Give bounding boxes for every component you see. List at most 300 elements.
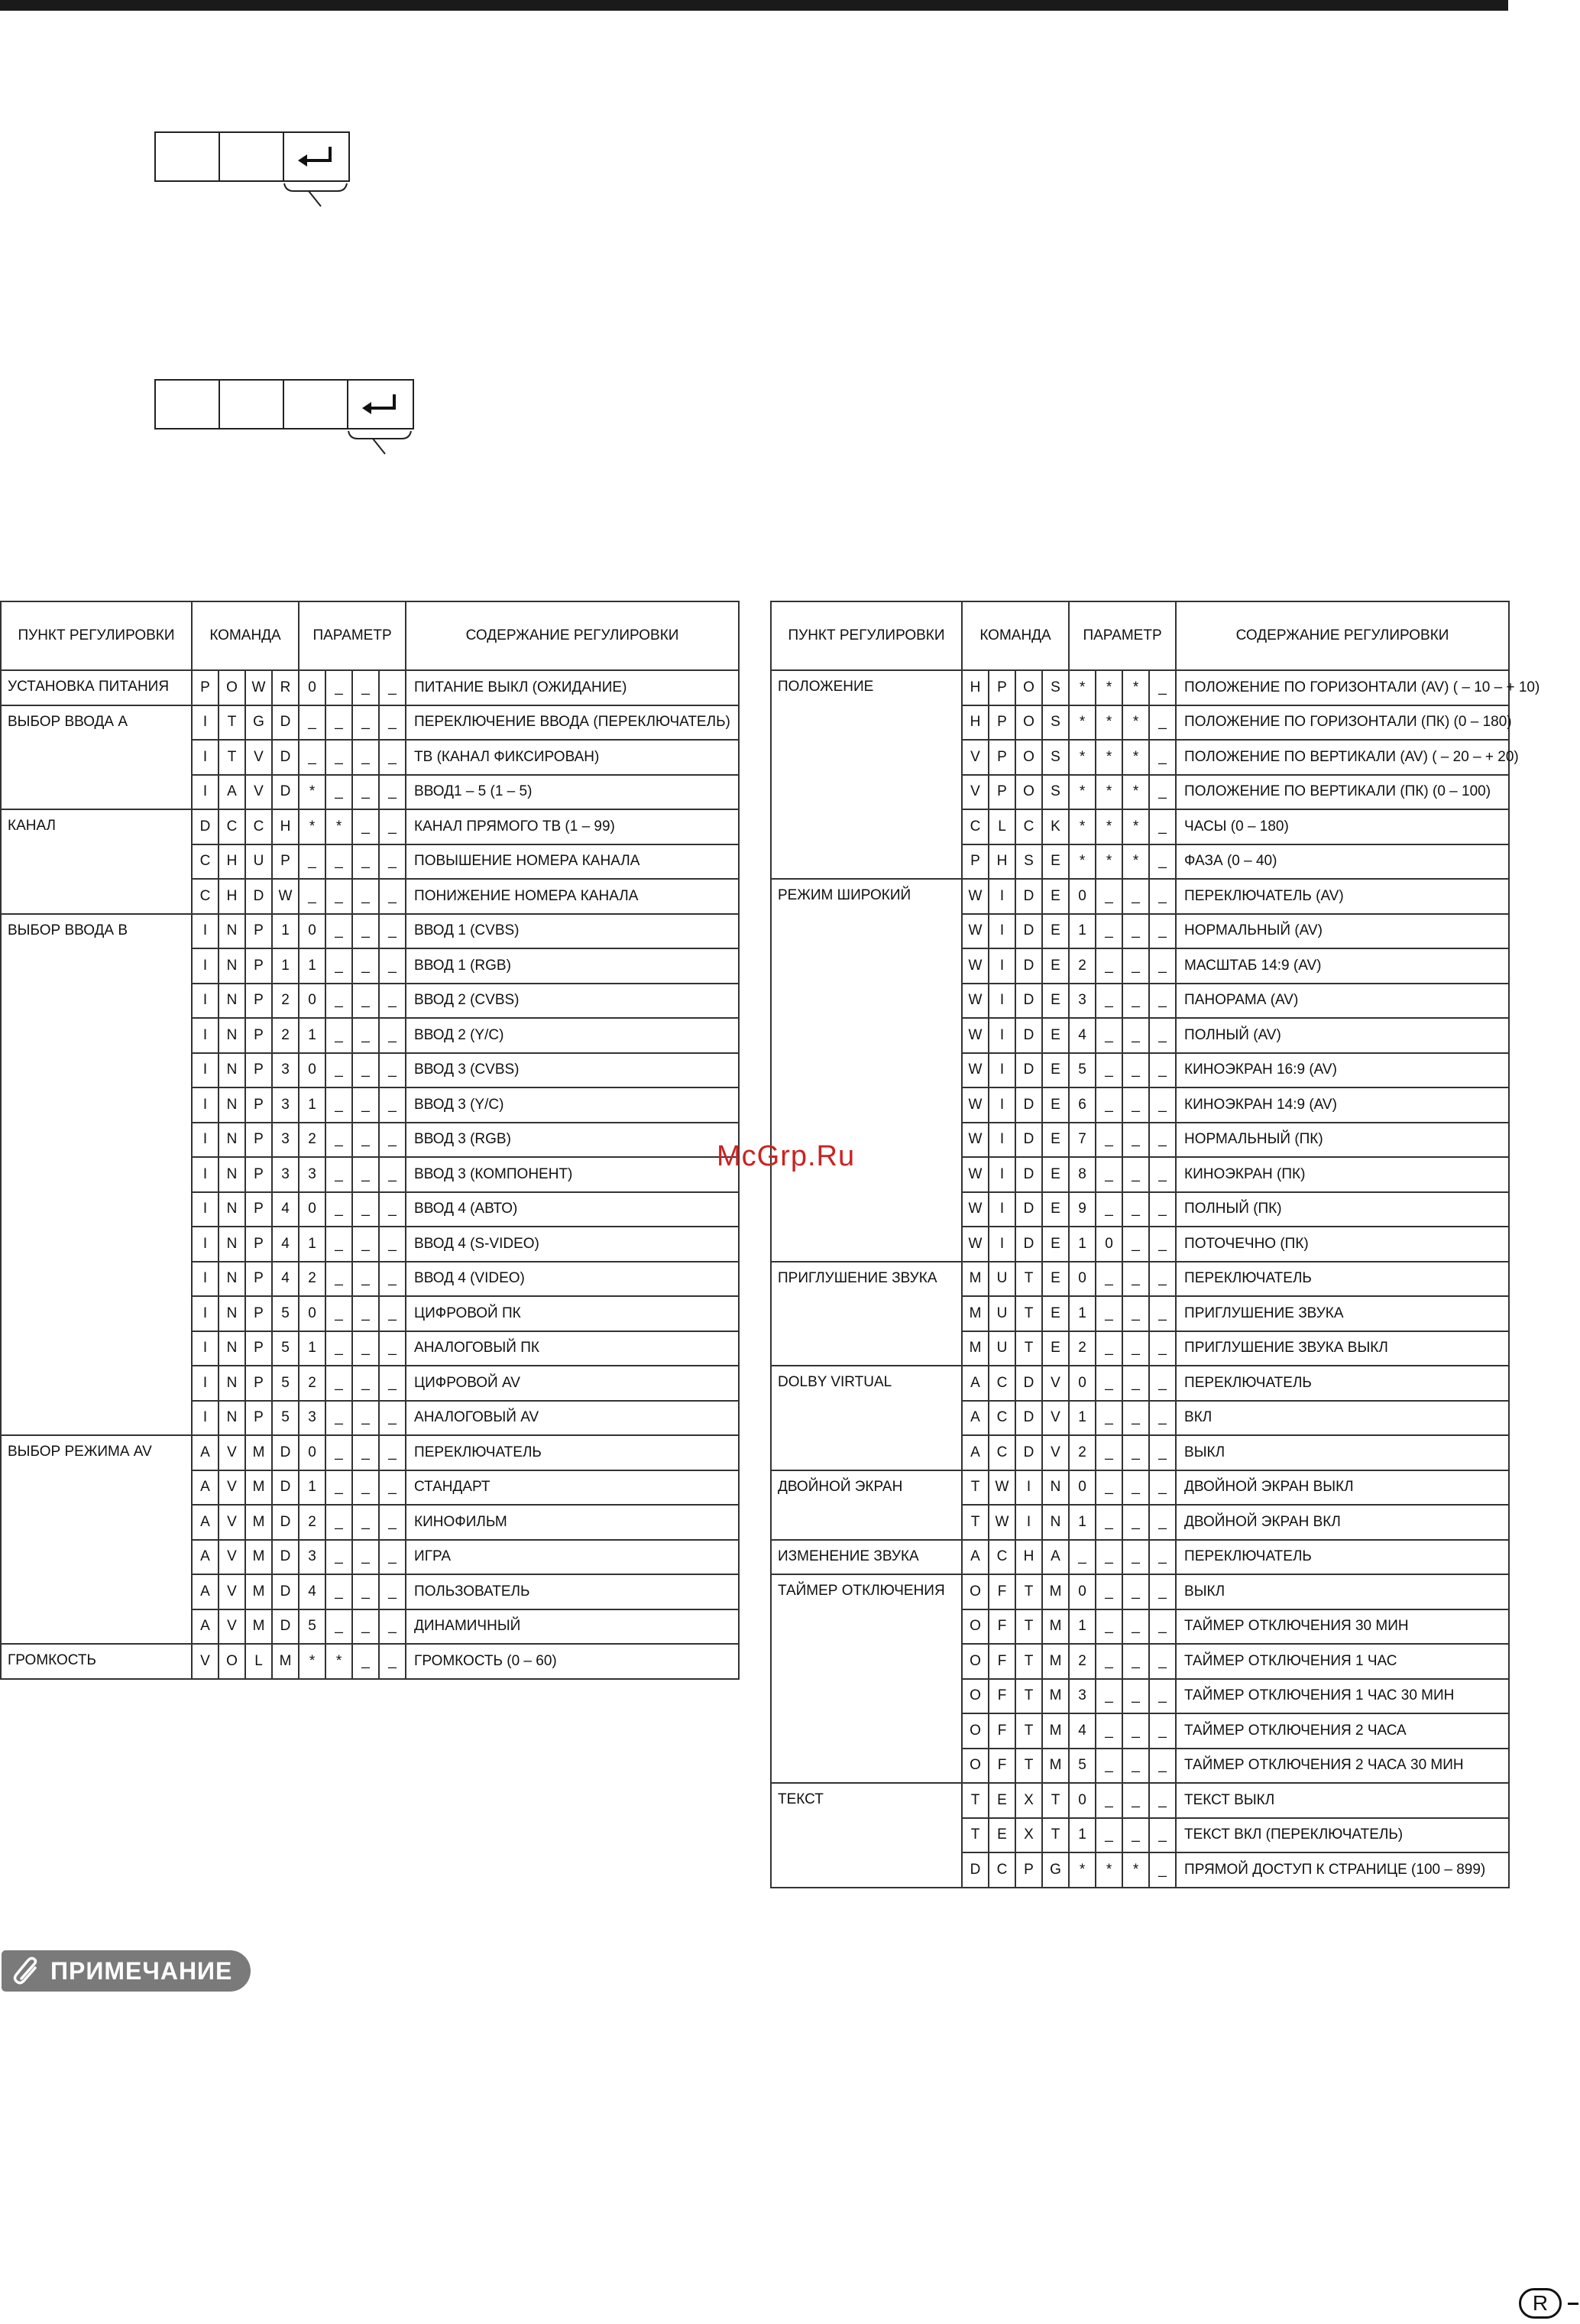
cell-parameter-char: _	[352, 670, 379, 705]
cell-parameter-char: _	[352, 984, 379, 1019]
cell-description: ВКЛ	[1176, 1401, 1509, 1436]
cell-parameter-char: _	[352, 1087, 379, 1123]
cell-parameter-char: _	[1096, 1679, 1122, 1714]
cell-parameter-char: _	[1096, 1540, 1122, 1575]
cell-description: ДВОЙНОЙ ЭКРАН ВЫКЛ	[1176, 1470, 1509, 1506]
cell-parameter-char: _	[325, 1087, 352, 1123]
cell-command-char: I	[192, 1331, 219, 1366]
cell-parameter-char: 3	[299, 1401, 325, 1436]
cell-command-char: I	[192, 1053, 219, 1088]
table-header-row	[771, 601, 1509, 670]
cell-command-char: L	[245, 1644, 272, 1679]
cell-command-char: H	[989, 844, 1015, 880]
cell-description: ЧАСЫ (0 – 180)	[1176, 809, 1509, 844]
header-item: ПУНКТ РЕГУЛИРОВКИ	[1, 601, 192, 670]
cell-command-char: W	[962, 1053, 989, 1088]
cell-command-char: N	[219, 1123, 245, 1158]
cell-command-char: L	[989, 809, 1015, 844]
cell-parameter-char: 0	[1069, 1783, 1096, 1818]
cell-command-char: I	[192, 1227, 219, 1262]
cell-command-char: A	[192, 1470, 219, 1506]
cell-item: РЕЖИМ ШИРОКИЙ	[771, 879, 962, 1262]
table-row	[771, 1574, 1509, 1609]
cell-parameter-char: _	[1122, 1540, 1149, 1575]
cell-parameter-char: 1	[299, 1331, 325, 1366]
cell-command-char: V	[219, 1574, 245, 1609]
watermark: McGrp.Ru	[717, 1140, 856, 1172]
cell-command-char: I	[989, 1157, 1015, 1192]
cell-parameter-char: _	[379, 1018, 406, 1053]
cell-command-char: W	[245, 670, 272, 705]
cell-command-char: I	[192, 1366, 219, 1401]
cell-parameter-char: 1	[299, 948, 325, 984]
cell-parameter-char: _	[379, 1435, 406, 1470]
cell-command-char: W	[272, 879, 299, 914]
cell-description: ПИТАНИЕ ВЫКЛ (ОЖИДАНИЕ)	[406, 670, 739, 705]
cell-parameter-char: _	[1122, 1053, 1149, 1088]
cell-command-char: V	[219, 1435, 245, 1470]
cell-parameter-char: _	[1149, 705, 1176, 741]
cell-description: ПОЛНЫЙ (AV)	[1176, 1018, 1509, 1053]
cell-command-char: I	[989, 1018, 1015, 1053]
cell-command-char: C	[989, 1401, 1015, 1436]
cell-item: ГРОМКОСТЬ	[1, 1644, 192, 1679]
cell-description: ТЕКСТ ВКЛ (ПЕРЕКЛЮЧАТЕЛЬ)	[1176, 1818, 1509, 1853]
cell-parameter-char: _	[1122, 1505, 1149, 1540]
cell-description: ФАЗА (0 – 40)	[1176, 844, 1509, 880]
cell-command-char: M	[1042, 1644, 1069, 1679]
cell-command-char: T	[219, 740, 245, 775]
cell-command-char: I	[989, 1192, 1015, 1227]
cell-parameter-char: _	[1096, 1123, 1122, 1158]
cell-parameter-char: _	[1149, 1540, 1176, 1575]
cell-description: ПАНОРАМА (AV)	[1176, 984, 1509, 1019]
cell-description: ПЕРЕКЛЮЧАТЕЛЬ	[406, 1435, 739, 1470]
cell-parameter-char: *	[1122, 775, 1149, 810]
cell-description: АНАЛОГОВЫЙ AV	[406, 1401, 739, 1436]
cell-command-char: C	[192, 879, 219, 914]
cell-command-char: O	[219, 1644, 245, 1679]
cell-parameter-char: _	[379, 844, 406, 880]
cell-command-char: 3	[272, 1123, 299, 1158]
cell-command-char: M	[962, 1262, 989, 1297]
cell-description: ТАЙМЕР ОТКЛЮЧЕНИЯ 1 ЧАС 30 МИН	[1176, 1679, 1509, 1714]
cell-command-char: I	[192, 1087, 219, 1123]
cell-command-char: E	[1042, 984, 1069, 1019]
cell-parameter-char: _	[352, 1609, 379, 1645]
cell-command-char: C	[962, 809, 989, 844]
cell-parameter-char: _	[352, 705, 379, 741]
cell-description: ПЕРЕКЛЮЧЕНИЕ ВВОДА (ПЕРЕКЛЮЧАТЕЛЬ)	[406, 705, 739, 741]
table-row	[1, 914, 739, 949]
cell-parameter-char: _	[1122, 1366, 1149, 1401]
cell-command-char: A	[192, 1609, 219, 1645]
cell-parameter-char: _	[379, 1505, 406, 1540]
cell-command-char: I	[989, 879, 1015, 914]
cell-parameter-char: _	[352, 1227, 379, 1262]
cell-parameter-char: 3	[299, 1157, 325, 1192]
cell-command-char: N	[1042, 1505, 1069, 1540]
cell-item: ВЫБОР ВВОДА В	[1, 914, 192, 1436]
cell-command-char: E	[989, 1818, 1015, 1853]
paperclip-icon	[12, 1956, 43, 1986]
cell-command-char: V	[962, 740, 989, 775]
cell-command-char: N	[219, 1331, 245, 1366]
cell-parameter-char: _	[325, 1609, 352, 1645]
cell-parameter-char: _	[352, 1296, 379, 1331]
cell-command-char: D	[272, 1505, 299, 1540]
cell-description: ВВОД 4 (АВТО)	[406, 1192, 739, 1227]
cell-parameter-char: *	[1096, 844, 1122, 880]
cell-parameter-char: _	[1122, 1644, 1149, 1679]
cell-parameter-char: _	[1122, 1574, 1149, 1609]
cell-parameter-char: _	[1149, 1679, 1176, 1714]
cell-command-char: A	[962, 1366, 989, 1401]
cell-description: ВЫКЛ	[1176, 1435, 1509, 1470]
cell-command-char: O	[1015, 775, 1042, 810]
cell-command-char: H	[219, 844, 245, 880]
command-table-right	[770, 601, 1540, 1888]
cell-description: ВВОД 2 (CVBS)	[406, 984, 739, 1019]
cell-command-char: P	[989, 740, 1015, 775]
cell-parameter-char: *	[1122, 705, 1149, 741]
cell-parameter-char: _	[379, 1574, 406, 1609]
cell-command-char: C	[989, 1366, 1015, 1401]
cell-command-char: D	[1015, 1227, 1042, 1262]
cell-command-char: N	[219, 948, 245, 984]
cell-parameter-char: *	[1069, 740, 1096, 775]
cell-parameter-char: _	[352, 1540, 379, 1575]
cell-parameter-char: _	[352, 1574, 379, 1609]
cell-command-char: M	[245, 1540, 272, 1575]
cell-parameter-char: _	[1122, 1818, 1149, 1853]
cell-command-char: T	[962, 1783, 989, 1818]
cell-parameter-char: _	[1096, 1192, 1122, 1227]
cell-command-char: E	[1042, 1123, 1069, 1158]
cell-command-char: A	[192, 1435, 219, 1470]
cell-parameter-char: _	[1122, 948, 1149, 984]
cell-command-char: T	[1015, 1296, 1042, 1331]
cell-item: ДВОЙНОЙ ЭКРАН	[771, 1470, 962, 1540]
cell-command-char: S	[1015, 844, 1042, 880]
key-sequence-diagram-1	[154, 131, 350, 182]
cell-command-char: T	[1042, 1783, 1069, 1818]
cell-command-char: P	[245, 1157, 272, 1192]
cell-command-char: I	[192, 740, 219, 775]
page-region-mark	[1519, 2288, 1578, 2319]
cell-parameter-char: _	[1122, 1470, 1149, 1506]
cell-command-char: V	[245, 775, 272, 810]
cell-command-char: I	[192, 984, 219, 1019]
cell-parameter-char: _	[379, 914, 406, 949]
cell-command-char: V	[962, 775, 989, 810]
cell-parameter-char: _	[379, 1470, 406, 1506]
cell-parameter-char: _	[325, 948, 352, 984]
cell-command-char: T	[1015, 1331, 1042, 1366]
cell-parameter-char: 0	[1069, 879, 1096, 914]
cell-parameter-char: _	[1149, 1574, 1176, 1609]
cell-command-char: E	[1042, 1053, 1069, 1088]
table-row	[771, 1540, 1509, 1575]
cell-item: DOLBY VIRTUAL	[771, 1366, 962, 1470]
cell-command-char: D	[1015, 1053, 1042, 1088]
cell-parameter-char: *	[1096, 1852, 1122, 1888]
cell-parameter-char: _	[352, 1644, 379, 1679]
cell-command-char: P	[989, 670, 1015, 705]
cell-parameter-char: *	[325, 1644, 352, 1679]
cell-command-char: M	[962, 1296, 989, 1331]
cell-parameter-char: 1	[1069, 1296, 1096, 1331]
cell-parameter-char: _	[325, 1227, 352, 1262]
cell-item: ВЫБОР РЕЖИМА AV	[1, 1435, 192, 1644]
cell-command-char: E	[1042, 1157, 1069, 1192]
cell-command-char: S	[1042, 670, 1069, 705]
cell-command-char: W	[989, 1505, 1015, 1540]
key-cell	[156, 381, 220, 428]
cell-command-char: M	[1042, 1574, 1069, 1609]
cell-command-char: P	[245, 1296, 272, 1331]
cell-parameter-char: _	[1096, 1018, 1122, 1053]
cell-command-char: C	[989, 1540, 1015, 1575]
cell-command-char: T	[219, 705, 245, 741]
cell-command-char: A	[962, 1540, 989, 1575]
cell-description: ЦИФРОВОЙ AV	[406, 1366, 739, 1401]
cell-parameter-char: _	[352, 1262, 379, 1297]
cell-parameter-char: _	[379, 705, 406, 741]
cell-command-char: I	[989, 1227, 1015, 1262]
cell-command-char: V	[1042, 1435, 1069, 1470]
cell-command-char: W	[962, 914, 989, 949]
cell-parameter-char: _	[1122, 1123, 1149, 1158]
cell-parameter-char: _	[1096, 1783, 1122, 1818]
cell-parameter-char: 9	[1069, 1192, 1096, 1227]
cell-command-char: I	[192, 1262, 219, 1297]
cell-parameter-char: _	[352, 914, 379, 949]
cell-parameter-char: *	[299, 809, 325, 844]
cell-item: УСТАНОВКА ПИТАНИЯ	[1, 670, 192, 705]
table-row	[771, 879, 1509, 914]
cell-parameter-char: _	[325, 1435, 352, 1470]
cell-parameter-char: _	[379, 1262, 406, 1297]
cell-parameter-char: _	[1122, 1435, 1149, 1470]
cell-command-char: V	[219, 1470, 245, 1506]
cell-parameter-char: *	[325, 809, 352, 844]
cell-command-char: W	[962, 879, 989, 914]
cell-parameter-char: 0	[299, 1192, 325, 1227]
cell-parameter-char: _	[1096, 1053, 1122, 1088]
cell-command-char: F	[989, 1713, 1015, 1749]
cell-parameter-char: 1	[299, 1018, 325, 1053]
cell-command-char: W	[962, 984, 989, 1019]
cell-description: ПОЛОЖЕНИЕ ПО ВЕРТИКАЛИ (ПК) (0 – 100)	[1176, 775, 1509, 810]
cell-command-char: F	[989, 1679, 1015, 1714]
cell-parameter-char: 0	[1096, 1227, 1122, 1262]
cell-parameter-char: *	[1069, 1852, 1096, 1888]
cell-parameter-char: _	[325, 1540, 352, 1575]
cell-parameter-char: _	[1069, 1540, 1096, 1575]
note-badge	[2, 1950, 251, 1992]
cell-parameter-char: _	[352, 879, 379, 914]
cell-command-char: M	[245, 1505, 272, 1540]
cell-command-char: W	[962, 1087, 989, 1123]
cell-parameter-char: 0	[1069, 1262, 1096, 1297]
cell-command-char: P	[1015, 1852, 1042, 1888]
cell-command-char: W	[962, 1018, 989, 1053]
cell-description: ЦИФРОВОЙ ПК	[406, 1296, 739, 1331]
cell-parameter-char: _	[325, 1331, 352, 1366]
cell-parameter-char: _	[379, 1540, 406, 1575]
cell-parameter-char: _	[352, 1505, 379, 1540]
command-table-left	[0, 601, 740, 1680]
cell-command-char: D	[192, 809, 219, 844]
cell-description: КИНОФИЛЬМ	[406, 1505, 739, 1540]
cell-parameter-char: *	[1069, 705, 1096, 741]
cell-command-char: 2	[272, 1018, 299, 1053]
cell-command-char: 3	[272, 1087, 299, 1123]
cell-parameter-char: _	[1149, 775, 1176, 810]
cell-parameter-char: _	[1122, 1262, 1149, 1297]
table-header-row	[1, 601, 739, 670]
cell-command-char: C	[192, 844, 219, 880]
cell-parameter-char: _	[1149, 984, 1176, 1019]
cell-parameter-char: 7	[1069, 1123, 1096, 1158]
cell-command-char: P	[245, 948, 272, 984]
cell-parameter-char: _	[1096, 1331, 1122, 1366]
cell-description: КИНОЭКРАН (ПК)	[1176, 1157, 1509, 1192]
cell-command-char: N	[219, 1262, 245, 1297]
header-command: КОМАНДА	[962, 601, 1069, 670]
cell-description: ВВОД 3 (RGB)	[406, 1123, 739, 1158]
cell-parameter-char: _	[1122, 879, 1149, 914]
cell-command-char: D	[1015, 1087, 1042, 1123]
cell-description: КИНОЭКРАН 14:9 (AV)	[1176, 1087, 1509, 1123]
cell-parameter-char: 5	[299, 1609, 325, 1645]
cell-parameter-char: _	[325, 914, 352, 949]
cell-command-char: E	[1042, 1262, 1069, 1297]
cell-command-char: H	[962, 670, 989, 705]
cell-parameter-char: _	[1096, 1609, 1122, 1645]
cell-command-char: D	[272, 1435, 299, 1470]
cell-command-char: P	[245, 1192, 272, 1227]
cell-description: ТЕКСТ ВЫКЛ	[1176, 1783, 1509, 1818]
cell-command-char: O	[962, 1713, 989, 1749]
cell-command-char: E	[1042, 1296, 1069, 1331]
cell-command-char: O	[1015, 705, 1042, 741]
cell-parameter-char: 1	[1069, 914, 1096, 949]
cell-parameter-char: 3	[1069, 1679, 1096, 1714]
brace-1	[283, 182, 348, 208]
cell-command-char: T	[1015, 1713, 1042, 1749]
cell-description: КИНОЭКРАН 16:9 (AV)	[1176, 1053, 1509, 1088]
cell-command-char: G	[1042, 1852, 1069, 1888]
cell-parameter-char: _	[1096, 1366, 1122, 1401]
cell-command-char: 5	[272, 1366, 299, 1401]
cell-description: ПОЛОЖЕНИЕ ПО ГОРИЗОНТАЛИ (ПК) (0 – 180)	[1176, 705, 1509, 741]
cell-parameter-char: _	[352, 1401, 379, 1436]
cell-description: ВВОД1 – 5 (1 – 5)	[406, 775, 739, 810]
key-cell	[220, 381, 284, 428]
cell-parameter-char: *	[1096, 670, 1122, 705]
cell-parameter-char: _	[325, 775, 352, 810]
cell-parameter-char: _	[1149, 1749, 1176, 1784]
cell-parameter-char: _	[352, 1435, 379, 1470]
cell-parameter-char: 8	[1069, 1157, 1096, 1192]
cell-command-char: O	[1015, 740, 1042, 775]
cell-parameter-char: _	[1096, 1749, 1122, 1784]
cell-parameter-char: _	[1122, 1018, 1149, 1053]
cell-command-char: D	[1015, 984, 1042, 1019]
cell-parameter-char: 5	[1069, 1053, 1096, 1088]
cell-parameter-char: 2	[1069, 1331, 1096, 1366]
cell-command-char: K	[1042, 809, 1069, 844]
cell-command-char: R	[272, 670, 299, 705]
cell-parameter-char: _	[379, 670, 406, 705]
cell-command-char: N	[219, 1296, 245, 1331]
cell-command-char: N	[219, 1401, 245, 1436]
cell-command-char: I	[989, 1087, 1015, 1123]
cell-parameter-char: _	[379, 1087, 406, 1123]
cell-command-char: V	[1042, 1366, 1069, 1401]
cell-parameter-char: _	[1149, 1609, 1176, 1645]
cell-parameter-char: _	[325, 1505, 352, 1540]
cell-parameter-char: _	[1149, 1366, 1176, 1401]
cell-parameter-char: _	[1149, 1018, 1176, 1053]
cell-parameter-char: _	[1149, 1296, 1176, 1331]
cell-command-char: V	[219, 1505, 245, 1540]
cell-parameter-char: _	[1096, 1470, 1122, 1506]
cell-description: ТВ (КАНАЛ ФИКСИРОВАН)	[406, 740, 739, 775]
cell-parameter-char: _	[379, 1296, 406, 1331]
cell-command-char: F	[989, 1609, 1015, 1645]
cell-command-char: O	[962, 1609, 989, 1645]
cell-command-char: X	[1015, 1818, 1042, 1853]
cell-command-char: D	[272, 1470, 299, 1506]
cell-parameter-char: 1	[1069, 1609, 1096, 1645]
cell-parameter-char: _	[1149, 914, 1176, 949]
cell-parameter-char: _	[1096, 1644, 1122, 1679]
cell-command-char: D	[1015, 1157, 1042, 1192]
cell-command-char: O	[962, 1644, 989, 1679]
cell-command-char: N	[219, 914, 245, 949]
cell-parameter-char: _	[1122, 914, 1149, 949]
cell-command-char: X	[1015, 1783, 1042, 1818]
cell-parameter-char: 0	[1069, 1574, 1096, 1609]
header-description: СОДЕРЖАНИЕ РЕГУЛИРОВКИ	[406, 601, 739, 670]
cell-parameter-char: 1	[1069, 1401, 1096, 1436]
cell-parameter-char: _	[325, 1296, 352, 1331]
cell-command-char: F	[989, 1749, 1015, 1784]
cell-parameter-char: _	[379, 1053, 406, 1088]
cell-command-char: T	[1042, 1818, 1069, 1853]
cell-parameter-char: _	[1096, 879, 1122, 914]
cell-description: МАСШТАБ 14:9 (AV)	[1176, 948, 1509, 984]
cell-parameter-char: 4	[1069, 1713, 1096, 1749]
cell-command-char: D	[272, 740, 299, 775]
cell-parameter-char: *	[1096, 775, 1122, 810]
cell-parameter-char: _	[325, 740, 352, 775]
header-item: ПУНКТ РЕГУЛИРОВКИ	[771, 601, 962, 670]
cell-command-char: A	[219, 775, 245, 810]
header-parameter: ПАРАМЕТР	[1069, 601, 1176, 670]
cell-parameter-char: 3	[1069, 984, 1096, 1019]
cell-parameter-char: *	[1096, 809, 1122, 844]
cell-command-char: M	[1042, 1749, 1069, 1784]
cell-command-char: P	[245, 1227, 272, 1262]
cell-parameter-char: *	[1122, 740, 1149, 775]
cell-command-char: 1	[272, 948, 299, 984]
cell-command-char: U	[245, 844, 272, 880]
cell-description: ТАЙМЕР ОТКЛЮЧЕНИЯ 2 ЧАСА	[1176, 1713, 1509, 1749]
